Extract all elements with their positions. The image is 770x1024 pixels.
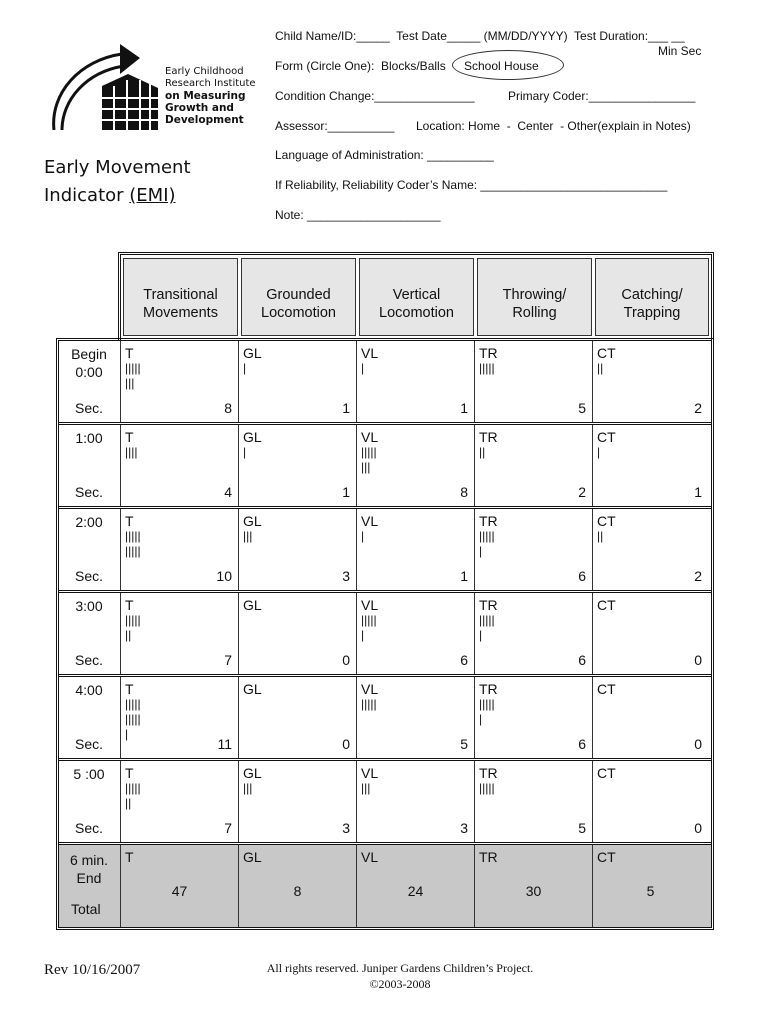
cell-throwing xyxy=(474,341,592,422)
row-sec-label: Sec. xyxy=(75,400,104,416)
total-end: End xyxy=(76,870,102,886)
cell-throwing xyxy=(474,677,592,758)
row-time-label xyxy=(59,509,119,590)
behavior-code: T xyxy=(125,429,134,445)
behavior-code: TR xyxy=(479,345,498,361)
row-time: Begin xyxy=(71,346,107,362)
total-value: 24 xyxy=(407,883,424,899)
minute-row xyxy=(59,509,711,593)
tally-marks: ||||| xyxy=(479,361,495,375)
cell-transitional xyxy=(120,677,238,758)
behavior-code: CT xyxy=(597,345,616,361)
behavior-code: VL xyxy=(361,681,379,697)
count-value: 3 xyxy=(342,568,350,584)
row-time-label xyxy=(59,761,119,842)
behavior-code: T xyxy=(125,849,134,865)
behavior-code: GL xyxy=(243,597,262,613)
cell-transitional xyxy=(120,509,238,590)
behavior-code: TR xyxy=(479,681,498,697)
total-value: 47 xyxy=(171,883,188,899)
behavior-code: T xyxy=(125,681,134,697)
institute-logo xyxy=(40,38,265,138)
cell-grounded xyxy=(238,425,356,506)
tally-marks: | xyxy=(361,529,365,543)
cell-catching xyxy=(592,677,708,758)
behavior-code: GL xyxy=(243,681,262,697)
minute-row xyxy=(59,593,711,677)
behavior-code: TR xyxy=(479,849,498,865)
behavior-code: GL xyxy=(243,765,262,781)
col-catching-trapping: Catching/ Trapping xyxy=(595,258,709,336)
cell-grounded xyxy=(238,677,356,758)
cell-grounded xyxy=(238,341,356,422)
tally-marks: | xyxy=(597,445,601,459)
tally-marks: || xyxy=(597,361,604,375)
tally-marks: || xyxy=(479,445,486,459)
logo-line-3: on Measuring xyxy=(165,90,246,102)
title-line-1: Early Movement xyxy=(44,157,191,178)
behavior-code: T xyxy=(125,513,134,529)
behavior-code: CT xyxy=(597,513,616,529)
tally-marks: | xyxy=(361,361,365,375)
cell-throwing xyxy=(474,425,592,506)
behavior-code: CT xyxy=(597,681,616,697)
tally-marks: | xyxy=(243,361,247,375)
behavior-code: TR xyxy=(479,765,498,781)
child-name-field: Child Name/ID:_____ Test Date_____ (MM/DD/YYYY) Test Duration:___ __ xyxy=(275,29,685,43)
row-time: 2:00 xyxy=(75,514,103,530)
behavior-code: TR xyxy=(479,429,498,445)
count-value: 6 xyxy=(578,736,586,752)
tally-marks: ||||| xyxy=(479,781,495,795)
note-field: Note: ____________________ xyxy=(275,208,441,222)
behavior-code: GL xyxy=(243,513,262,529)
total-cell-catching xyxy=(592,845,708,927)
cell-vertical xyxy=(356,341,474,422)
count-value: 4 xyxy=(224,484,232,500)
col-vertical-locomotion: Vertical Locomotion xyxy=(359,258,474,336)
count-value: 11 xyxy=(217,736,232,752)
copyright-notice xyxy=(250,960,550,992)
cell-catching xyxy=(592,341,708,422)
logo-line-1: Early Childhood xyxy=(165,66,244,77)
copyright-line-1: All rights reserved. Juniper Gardens Children’s Project. xyxy=(266,961,534,975)
count-value: 7 xyxy=(224,652,232,668)
cell-vertical xyxy=(356,593,474,674)
row-sec-label: Sec. xyxy=(75,820,104,836)
cell-throwing xyxy=(474,509,592,590)
row-time: 1:00 xyxy=(75,430,103,446)
count-value: 0 xyxy=(342,736,350,752)
count-value: 5 xyxy=(578,820,586,836)
row-time-sub: 0:00 xyxy=(75,364,103,380)
col-throwing-rolling: Throwing/ Rolling xyxy=(477,258,592,336)
cell-catching xyxy=(592,593,708,674)
total-time: 6 min. xyxy=(69,852,109,868)
title-abbreviation: (EMI) xyxy=(129,185,176,206)
house-arrow-logo-icon xyxy=(40,38,165,138)
behavior-code: VL xyxy=(361,849,379,865)
row-sec-label: Sec. xyxy=(75,736,104,752)
behavior-code: CT xyxy=(597,429,616,445)
cell-vertical xyxy=(356,509,474,590)
cell-transitional xyxy=(120,593,238,674)
logo-text xyxy=(165,66,256,126)
tally-marks: || xyxy=(597,529,604,543)
tally-marks: | xyxy=(243,445,247,459)
count-value: 10 xyxy=(216,568,232,584)
cell-throwing xyxy=(474,593,592,674)
revision-date: Rev 10/16/2007 xyxy=(44,962,141,978)
count-value: 3 xyxy=(342,820,350,836)
count-value: 0 xyxy=(342,652,350,668)
reliability-field: If Reliability, Reliability Coder’s Name: ____________________________ xyxy=(275,178,668,192)
tally-marks: ||| xyxy=(243,781,253,795)
count-value: 3 xyxy=(460,820,468,836)
row-time-label xyxy=(59,677,119,758)
cell-vertical xyxy=(356,761,474,842)
tally-marks: ||||| ||||| | xyxy=(125,697,141,741)
tally-marks: ||||| ||| xyxy=(361,445,377,474)
count-value: 1 xyxy=(694,484,702,500)
tally-marks: ||||| | xyxy=(479,529,495,558)
behavior-code: VL xyxy=(361,345,379,361)
assessor-field: Assessor:__________ xyxy=(275,119,395,133)
count-value: 1 xyxy=(342,400,350,416)
tally-marks: ||| xyxy=(361,781,371,795)
copyright-line-2: ©2003-2008 xyxy=(369,977,431,991)
count-value: 1 xyxy=(460,400,468,416)
behavior-code: TR xyxy=(479,597,498,613)
count-value: 6 xyxy=(578,652,586,668)
total-value: 8 xyxy=(293,883,302,899)
behavior-code: T xyxy=(125,597,134,613)
behavior-code: VL xyxy=(361,765,379,781)
cell-vertical xyxy=(356,425,474,506)
count-value: 2 xyxy=(694,400,702,416)
count-value: 8 xyxy=(224,400,232,416)
location-field: Location: Home - Center - Other(explain in Notes) xyxy=(416,119,691,133)
tally-marks: ||||| | xyxy=(479,697,495,726)
count-value: 8 xyxy=(460,484,468,500)
behavior-code: VL xyxy=(361,429,379,445)
count-value: 1 xyxy=(342,484,350,500)
count-value: 6 xyxy=(578,568,586,584)
count-value: 2 xyxy=(694,568,702,584)
tally-marks: ||||| | xyxy=(361,613,377,642)
cell-throwing xyxy=(474,761,592,842)
count-value: 6 xyxy=(460,652,468,668)
behavior-code: VL xyxy=(361,513,379,529)
tally-marks: ||||| ||||| xyxy=(125,529,141,558)
document-title xyxy=(44,154,191,210)
total-cell-throwing xyxy=(474,845,592,927)
title-line-2 xyxy=(44,182,191,210)
logo-line-5: Development xyxy=(165,114,244,126)
count-value: 5 xyxy=(460,736,468,752)
primary-coder-field: Primary Coder:________________ xyxy=(508,89,696,103)
total-cell-transitional xyxy=(120,845,238,927)
tally-marks: ||||| ||| xyxy=(125,361,141,390)
total-row xyxy=(59,845,711,927)
row-sec-label: Sec. xyxy=(75,484,104,500)
logo-line-2: Research Institute xyxy=(165,78,256,89)
row-time-label xyxy=(59,593,119,674)
total-value: 30 xyxy=(525,883,542,899)
cell-transitional xyxy=(120,761,238,842)
row-time-label xyxy=(59,341,119,422)
language-field: Language of Administration: __________ xyxy=(275,148,494,162)
behavior-code: CT xyxy=(597,849,616,865)
row-time: 3:00 xyxy=(75,598,103,614)
behavior-code: VL xyxy=(361,597,379,613)
total-cell-vertical xyxy=(356,845,474,927)
count-value: 7 xyxy=(224,820,232,836)
behavior-code: CT xyxy=(597,765,616,781)
count-value: 1 xyxy=(460,568,468,584)
behavior-code: CT xyxy=(597,597,616,613)
row-time: 4:00 xyxy=(75,682,103,698)
behavior-code: T xyxy=(125,345,134,361)
minute-row xyxy=(59,425,711,509)
cell-transitional xyxy=(120,341,238,422)
behavior-code: T xyxy=(125,765,134,781)
row-time: 5 :00 xyxy=(73,766,105,782)
cell-catching xyxy=(592,425,708,506)
total-row-label xyxy=(59,845,119,927)
cell-grounded xyxy=(238,509,356,590)
total-cell-grounded xyxy=(238,845,356,927)
minute-row xyxy=(59,677,711,761)
cell-grounded xyxy=(238,761,356,842)
form-field: Form (Circle One): Blocks/Balls xyxy=(275,59,446,73)
cell-catching xyxy=(592,761,708,842)
count-value: 0 xyxy=(694,652,702,668)
form-circled-option: School House xyxy=(464,59,539,73)
tally-marks: ||| xyxy=(243,529,253,543)
row-sec-label: Sec. xyxy=(75,568,104,584)
count-value: 2 xyxy=(578,484,586,500)
col-grounded-locomotion: Grounded Locomotion xyxy=(241,258,356,336)
total-value: 5 xyxy=(646,883,655,899)
behavior-code: GL xyxy=(243,429,262,445)
behavior-code: TR xyxy=(479,513,498,529)
tally-marks: |||| xyxy=(125,445,138,459)
condition-change-field: Condition Change:_______________ xyxy=(275,89,475,103)
total-label: Total xyxy=(71,901,101,917)
row-time-label xyxy=(59,425,119,506)
tally-marks: ||||| || xyxy=(125,781,141,810)
tally-marks: ||||| | xyxy=(479,613,495,642)
cell-catching xyxy=(592,509,708,590)
cell-transitional xyxy=(120,425,238,506)
behavior-code: GL xyxy=(243,345,262,361)
count-value: 0 xyxy=(694,820,702,836)
logo-line-4: Growth and xyxy=(165,102,234,114)
minute-row xyxy=(59,761,711,845)
behavior-code: GL xyxy=(243,849,262,865)
row-sec-label: Sec. xyxy=(75,652,104,668)
title-prefix: Indicator xyxy=(44,185,130,206)
minute-row xyxy=(59,341,711,425)
min-sec-label: Min Sec xyxy=(658,44,702,58)
col-transitional-movements: Transitional Movements xyxy=(123,258,238,336)
tally-marks: ||||| xyxy=(361,697,377,711)
count-value: 5 xyxy=(578,400,586,416)
cell-grounded xyxy=(238,593,356,674)
cell-vertical xyxy=(356,677,474,758)
tally-marks: ||||| || xyxy=(125,613,141,642)
count-value: 0 xyxy=(694,736,702,752)
